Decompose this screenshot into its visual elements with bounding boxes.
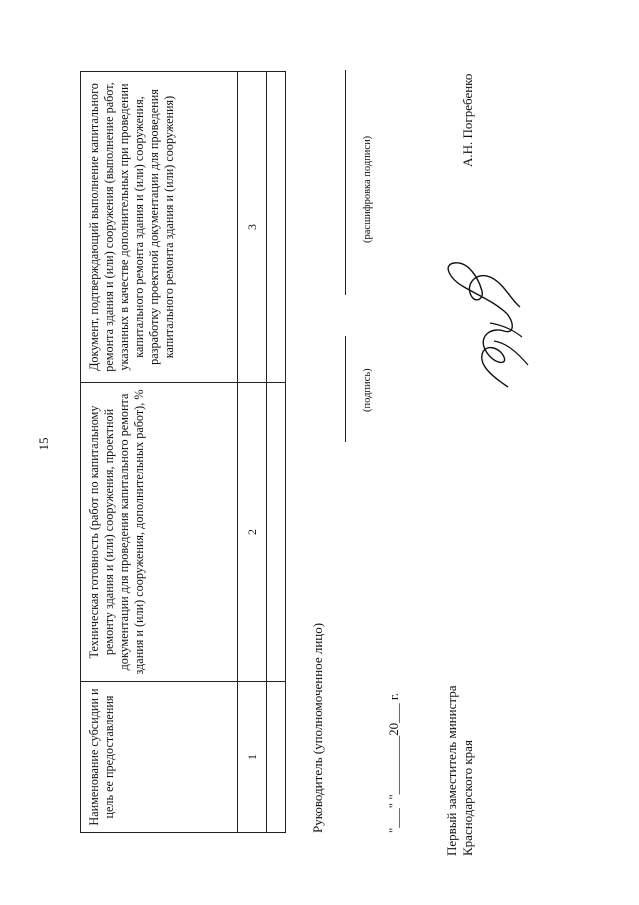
page-number: 15 <box>36 437 51 451</box>
column-number-1: 1 <box>238 682 267 833</box>
date-line: "___" "_________20___ г. <box>386 692 401 833</box>
header-subsidy-name: Наименование субсидии и цель ее предоставления <box>81 682 238 833</box>
signature-line <box>345 336 346 442</box>
header-confirming-document: Документ, подтверждающий выполнение капитального ремонта здания и (или) сооружения (выполнение работ, указанных в качестве дополнительных при проведении капитального ремонта здания и (или) сооружения, разработку проектной документации для проведения капитального ремонта здания и (или) сооружения) <box>81 72 238 383</box>
table-cell <box>267 72 286 383</box>
signature-caption: (подпись) <box>362 368 373 412</box>
official-name: А.Н. Погребенко <box>460 73 475 167</box>
decoding-caption: (расшифровка подписи) <box>362 135 373 243</box>
table-cell <box>267 383 286 682</box>
header-technical-readiness: Техническая готовность (работ по капитальному ремонту здания и (или) сооружения, проектной документации для проведения капитального ремонта здания и (или) сооружения, дополнительных работ), % <box>81 383 238 682</box>
report-table <box>80 71 286 833</box>
table-empty-row <box>267 72 286 833</box>
table-cell <box>267 682 286 833</box>
column-number-3: 3 <box>238 72 267 383</box>
official-title-line1: Первый заместитель министра <box>444 685 459 856</box>
table-column-numbers-row <box>238 72 267 833</box>
table-header-row <box>81 72 238 833</box>
decoding-line <box>345 70 346 295</box>
column-number-2: 2 <box>238 383 267 682</box>
official-title-line2: Краснодарского края <box>460 740 475 856</box>
head-label: Руководитель (уполномоченное лицо) <box>310 622 325 833</box>
